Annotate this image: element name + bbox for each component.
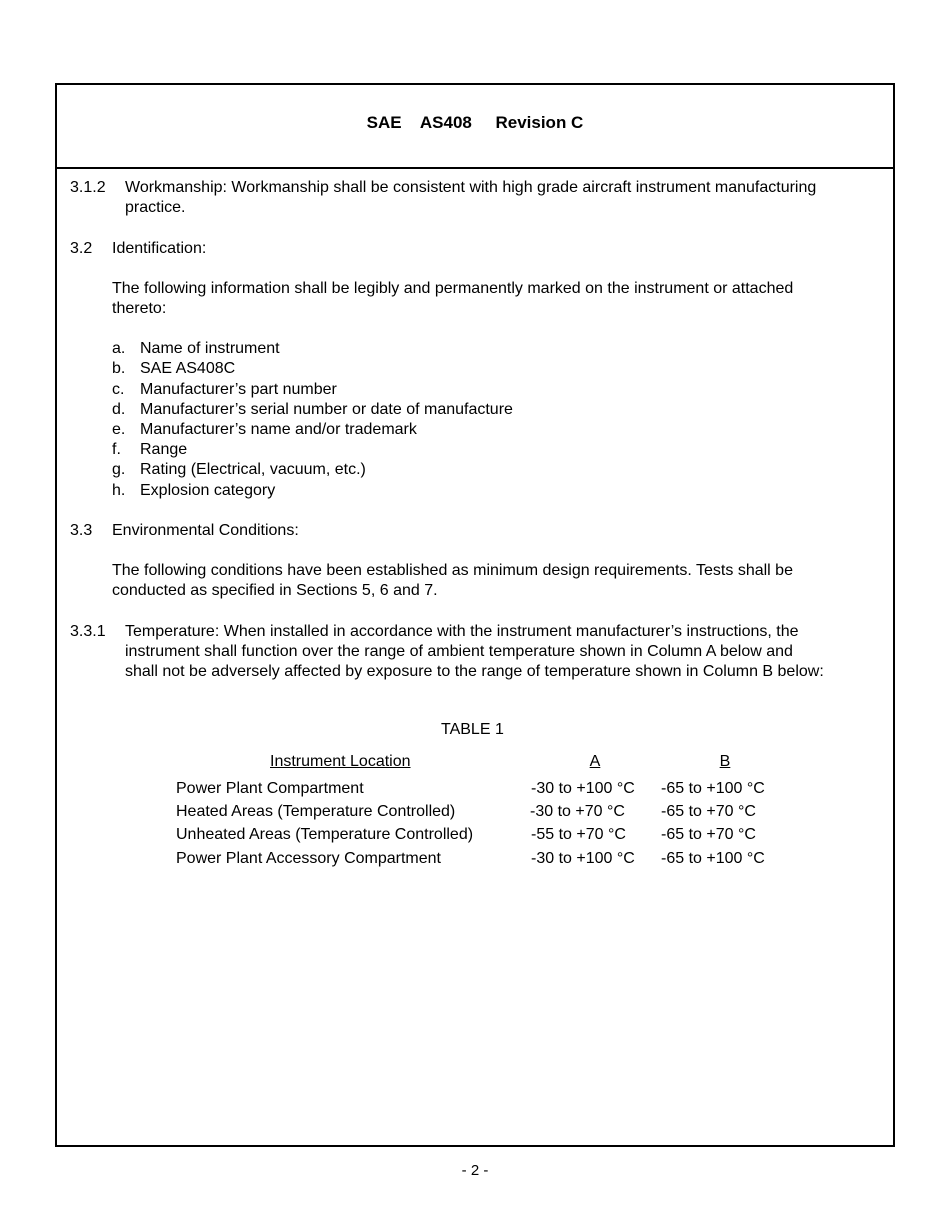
table-cell-b: -65 to +100 °C [661,780,765,797]
section-title: Identification: [112,240,207,257]
list-item: Manufacturer’s serial number or date of manufacture [140,401,513,418]
paragraph-text: The following conditions have been established as minimum design requirements. Tests shall be [112,562,793,579]
list-item-letter: f. [112,441,121,458]
section-text: practice. [125,199,186,216]
document-title: SAE AS408 Revision C [366,113,584,132]
section-number: 3.2 [70,240,93,257]
section-title: Environmental Conditions: [112,522,299,539]
table-cell-a: -30 to +70 °C [530,803,625,820]
table-caption: TABLE 1 [441,721,504,738]
list-item-letter: h. [112,482,126,499]
table-cell-location: Power Plant Compartment [176,780,364,797]
list-item-letter: a. [112,340,126,357]
table-cell-a: -55 to +70 °C [531,826,626,843]
column-header-b: B [719,753,731,770]
section-text: instrument shall function over the range of ambient temperature shown in Column A below and [125,643,793,660]
table-cell-location: Heated Areas (Temperature Controlled) [176,803,456,820]
section-number: 3.3.1 [70,623,106,640]
table-cell-a: -30 to +100 °C [531,780,635,797]
list-item-letter: g. [112,461,126,478]
list-item: Explosion category [140,482,276,499]
table-cell-location: Power Plant Accessory Compartment [176,850,441,867]
list-item-letter: b. [112,360,126,377]
column-header-location: Instrument Location [270,753,411,770]
table-cell-location: Unheated Areas (Temperature Controlled) [176,826,474,843]
document-header [57,85,893,169]
list-item: Manufacturer’s name and/or trademark [140,421,417,438]
list-item-letter: c. [112,381,125,398]
section-text: Workmanship: Workmanship shall be consistent with high grade aircraft instrument manufacturing [125,179,817,196]
paragraph-text: thereto: [112,300,167,317]
table-cell-b: -65 to +70 °C [661,826,756,843]
table-cell-a: -30 to +100 °C [531,850,635,867]
section-number: 3.1.2 [70,179,106,196]
list-item-letter: e. [112,421,126,438]
page-number: - 2 - [461,1162,489,1179]
list-item-letter: d. [112,401,126,418]
table-cell-b: -65 to +100 °C [661,850,765,867]
list-item: Range [140,441,188,458]
paragraph-text: The following information shall be legibly and permanently marked on the instrument or attached [112,280,794,297]
list-item: Name of instrument [140,340,280,357]
paragraph-text: conducted as specified in Sections 5, 6 and 7. [112,582,438,599]
section-number: 3.3 [70,522,93,539]
section-text: Temperature: When installed in accordance with the instrument manufacturer’s instructions, the [125,623,799,640]
column-header-a: A [589,753,601,770]
list-item: Manufacturer’s part number [140,381,337,398]
list-item: SAE AS408C [140,360,236,377]
section-text: shall not be adversely affected by exposure to the range of temperature shown in Column B below: [125,663,824,680]
list-item: Rating (Electrical, vacuum, etc.) [140,461,366,478]
table-cell-b: -65 to +70 °C [661,803,756,820]
